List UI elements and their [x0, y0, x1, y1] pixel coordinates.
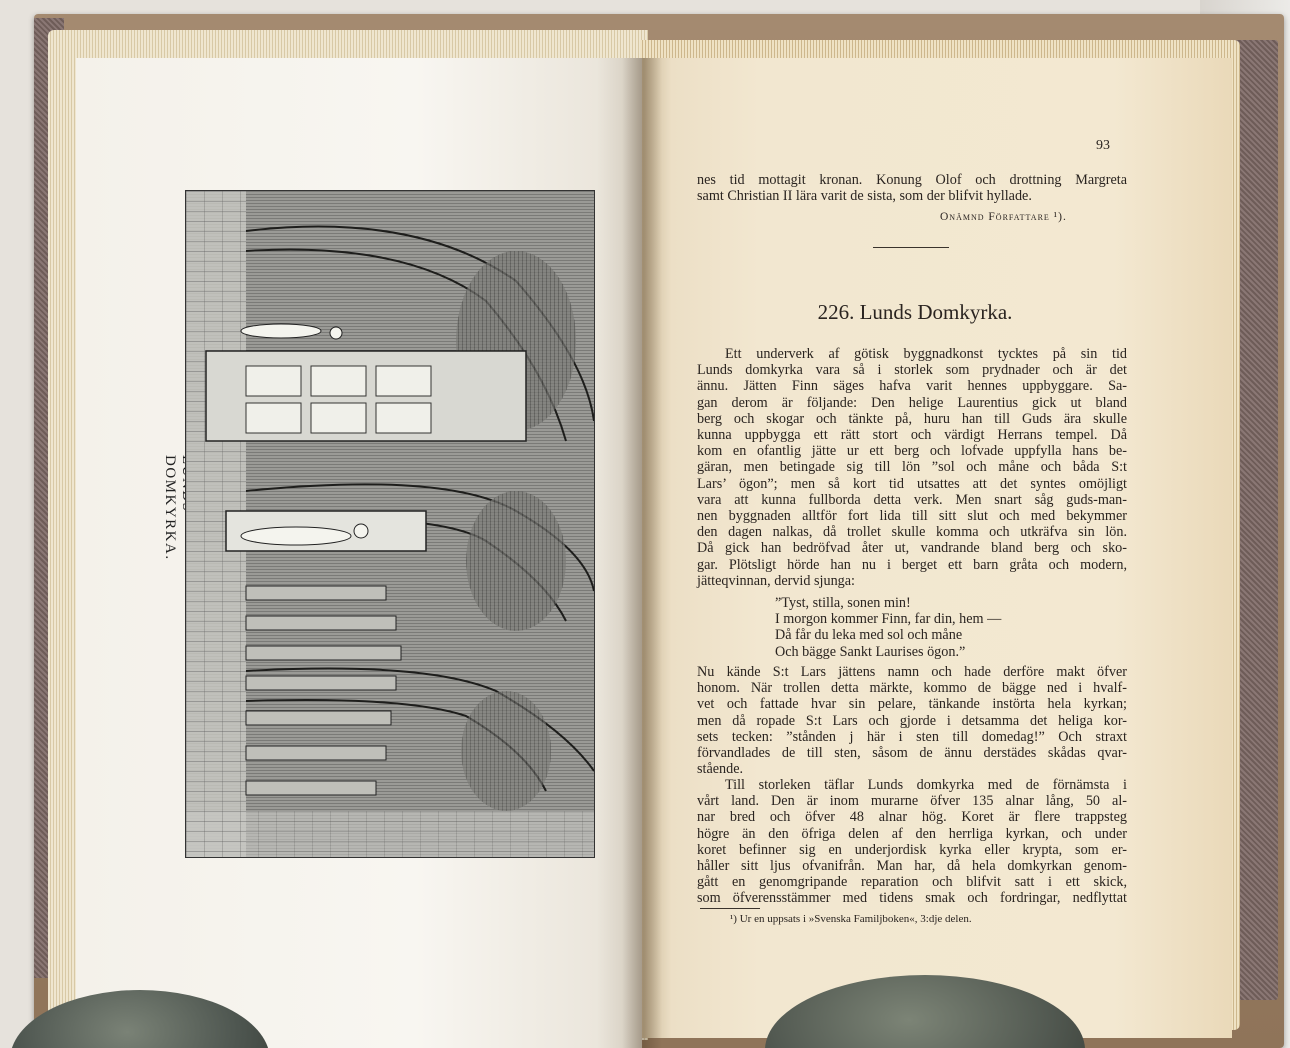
- text-line: samt Christian II lära varit de sista, som der blifvit hyllade.: [697, 188, 1032, 205]
- text-line: nar bred och öfver 48 alnar hög. Koret är flere trappsteg: [697, 809, 1127, 826]
- text-line: gäran, men betingade sig till lön ”sol och måne och båda S:t: [697, 459, 1127, 476]
- text-line: den dagen nalkas, då trollet skulle komma och utkräfva sin lön.: [697, 524, 1127, 541]
- cathedral-crypt-engraving: [185, 190, 595, 858]
- text-line: vet och fattade hvar sin pelare, tänkande instörta hela kyrkan;: [697, 696, 1127, 713]
- text-line: Då gick han bedröfvad åter ut, vandrande bland berg och sko-: [697, 540, 1127, 557]
- section-heading: 226. Lunds Domkyrka.: [817, 300, 1013, 324]
- text-line: gan derom är följande: Den helige Laurentius gick ut bland: [697, 394, 1127, 411]
- text-line: berg och skogar och tänkte på, huru han till Guds ära skulle: [697, 410, 1127, 427]
- text-line: förvandlades de till sten, såsom de ännu derstädes skådas qvar-: [697, 745, 1127, 762]
- paragraph-2: [697, 664, 1127, 777]
- page-number: 93: [1096, 138, 1110, 153]
- text-line: vårt land. Den är inom murarne öfver 135 alnar lång, 50 al-: [697, 793, 1127, 810]
- section-divider: [873, 247, 949, 248]
- poem: [775, 595, 1075, 660]
- text-line: men då ropade S:t Lars och gjorde i detsamma det heliga kor-: [697, 712, 1127, 729]
- poem-line: Och bägge Sankt Laurises ögon.”: [775, 643, 966, 660]
- text-line: jätteqvinnan, dervid sjunga:: [697, 572, 855, 589]
- text-line: kunna uppbygga ett rätt stort och värdigt Herrans tempel. Då: [697, 427, 1127, 444]
- text-line: gar. Plötsligt hörde han nu i berget ett barn gråta och modern,: [697, 556, 1127, 573]
- text-line: kom en ofantlig jätte ur ett berg och lofvade uppfylla hans be-: [697, 443, 1127, 460]
- text-line: Ett underverk af götisk byggnadkonst tycktes på sin tid: [725, 346, 1127, 362]
- text-line: högre än den öfriga delen af den herrliga kyrkan, och under: [697, 825, 1127, 842]
- text-line: ännu. Jätten Finn säges hafva varit hennes uppbyggare. Sa-: [697, 378, 1127, 395]
- paragraph-1: [697, 346, 1127, 589]
- text-line: Nu kände S:t Lars jättens namn och hade derföre makt öfver: [697, 664, 1127, 680]
- text-line: stående.: [697, 761, 744, 778]
- poem-line: ”Tyst, stilla, sonen min!: [775, 595, 911, 611]
- text-line: sets tecken: ”stånden j här i sten till domedag!” Och straxt: [697, 728, 1127, 745]
- text-line: som öfverensstämmer med tidens smak och fordringar, nedflyttat: [697, 890, 1127, 907]
- text-line: koret befinner sig en underjordisk kyrka eller krypta, som er-: [697, 841, 1127, 858]
- text-line: nen byggnaden alltför fort lida till sitt slut och med bekymmer: [697, 508, 1127, 525]
- plate-title: DOMKYRKA.: [162, 455, 178, 561]
- footnote-rule: [700, 908, 760, 909]
- text-line: gått en genomgripande reparation och blifvit satt i ett skick,: [697, 874, 1127, 891]
- text-line: honom. När trollen detta märkte, kommo de bägge ned i hvalf-: [697, 680, 1127, 697]
- footnote: ¹) Ur en uppsats i »Svenska Familjboken«, 3:dje delen.: [730, 913, 972, 925]
- paragraph-3: [697, 777, 1127, 907]
- text-line: nes tid mottagit kronan. Konung Olof och drottning Margreta: [697, 172, 1127, 188]
- text-line: håller sitt ljus ofvanifrån. Man har, då hela domkyrkan genom-: [697, 858, 1127, 875]
- poem-line: I morgon kommer Finn, far din, hem —: [775, 611, 1002, 628]
- poem-line: Då får du leka med sol och måne: [775, 627, 963, 644]
- text-line: vara att kunna fullborda detta verk. Men snart såg guds-man-: [697, 491, 1127, 508]
- intro-text: [697, 172, 1127, 204]
- text-line: Till storleken täflar Lunds domkyrka med de förnämsta i: [725, 777, 1127, 793]
- book-gutter: [622, 58, 662, 1048]
- text-line: Lunds domkyrka vara så i storlek som prydnader och är det: [697, 362, 1127, 379]
- attribution: Onämnd Författare ¹).: [940, 211, 1067, 223]
- text-line: Lars’ ögon”; men så kort tid utsattes att det syntes omöjligt: [697, 475, 1127, 492]
